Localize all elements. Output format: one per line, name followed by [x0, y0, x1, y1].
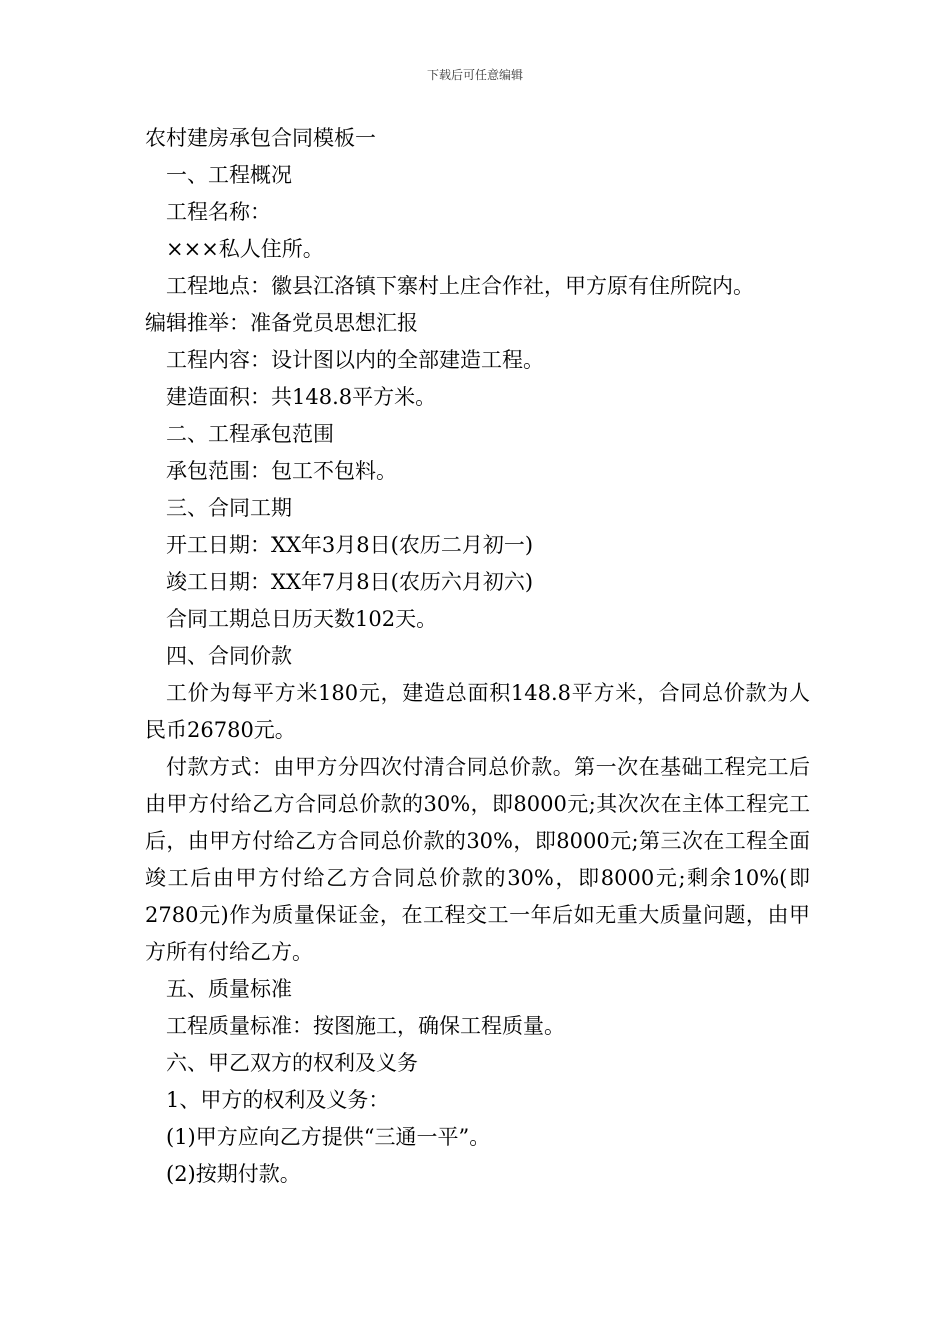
- paragraph: (1)甲方应向乙方提供“三通一平”。: [166, 1125, 491, 1149]
- document-title: 农村建房承包合同模板一: [145, 126, 376, 150]
- paragraph: 1、甲方的权利及义务：: [166, 1088, 390, 1112]
- section-heading: 四、合同价款: [166, 644, 292, 668]
- paragraph: (2)按期付款。: [166, 1162, 301, 1186]
- section-heading: 五、质量标准: [166, 977, 292, 1001]
- document-body: [145, 120, 810, 1193]
- paragraph: 竣工日期：XX年7月8日(农历六月初六): [166, 570, 534, 594]
- paragraph: 合同工期总日历天数102天。: [166, 607, 438, 631]
- paragraph: 工价为每平方米180元，建造总面积148.8平方米，合同总价款为人民币26780元。: [145, 681, 810, 742]
- page-header: 下载后可任意编辑: [426, 68, 523, 82]
- paragraph: 工程地点：徽县江洛镇下寨村上庄合作社，甲方原有住所院内。: [166, 274, 754, 298]
- paragraph: 付款方式：由甲方分四次付清合同总价款。第一次在基础工程完工后由甲方付给乙方合同总价款的30%，即8000元;其次次在主体工程完工后，由甲方付给乙方合同总价款的30%，即8000元;第三次在工程全面竣工后由甲方付给乙方合同总价款的30%，即8000元;剩余10%(即2780元)作为质量保证金，在工程交工一年后如无重大质量问题，由甲方所有付给乙方。: [145, 755, 810, 964]
- section-heading: 一、工程概况: [166, 163, 292, 187]
- section-heading: 三、合同工期: [166, 496, 292, 520]
- section-heading: 二、工程承包范围: [166, 422, 334, 446]
- paragraph: 承包范围：包工不包料。: [166, 459, 397, 483]
- paragraph: 编辑推举：准备党员思想汇报: [145, 311, 418, 335]
- paragraph: 建造面积：共148.8平方米。: [166, 385, 437, 409]
- paragraph: 工程内容：设计图以内的全部建造工程。: [166, 348, 544, 372]
- section-heading: 六、甲乙双方的权利及义务: [166, 1051, 418, 1075]
- paragraph: 工程名称：: [166, 200, 271, 224]
- paragraph: ×××私人住所。: [166, 237, 324, 261]
- paragraph: 工程质量标准：按图施工，确保工程质量。: [166, 1014, 565, 1038]
- paragraph: 开工日期：XX年3月8日(农历二月初一): [166, 533, 534, 557]
